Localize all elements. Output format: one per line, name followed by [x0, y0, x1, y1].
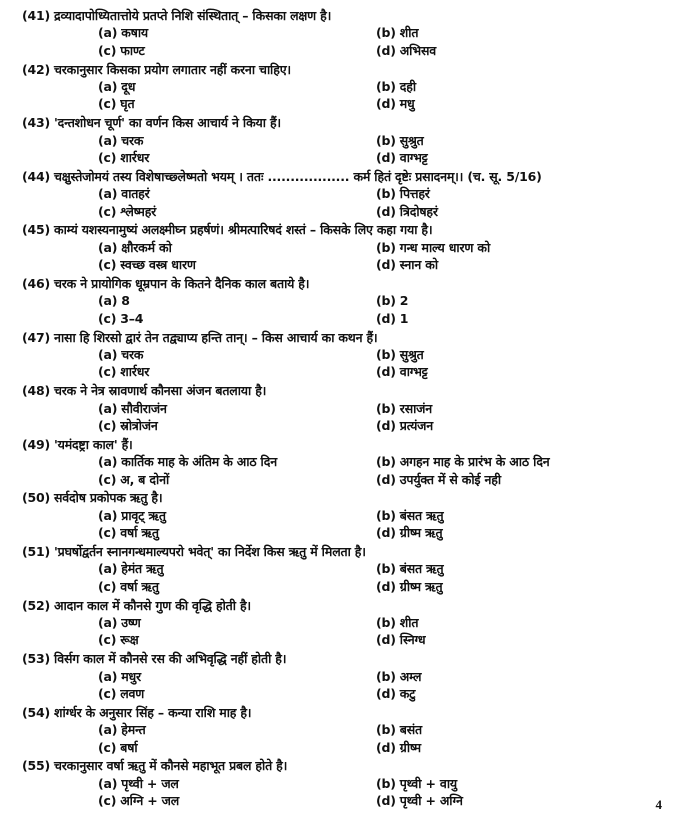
- option-c: [98, 418, 158, 434]
- option-c: [98, 204, 156, 220]
- question-number: (44): [22, 168, 51, 184]
- option-label: (b): [376, 186, 396, 202]
- option-text: शीत: [399, 615, 419, 630]
- option-label: (a): [98, 239, 118, 255]
- option-d: [376, 740, 421, 756]
- option-d: [376, 150, 428, 166]
- option-text: स्नान को: [399, 257, 438, 273]
- option-label: (a): [98, 186, 118, 202]
- option-label: (b): [376, 507, 396, 523]
- option-text: वर्षा ऋतु: [120, 525, 159, 541]
- option-d: [376, 579, 442, 595]
- option-a: [98, 79, 135, 95]
- question-number: (41): [22, 8, 51, 23]
- option-text: 2: [399, 293, 409, 309]
- option-a: [98, 669, 141, 685]
- question-number: (54): [22, 704, 51, 720]
- option-b: [376, 25, 418, 41]
- option-label: (a): [98, 132, 118, 148]
- option-b: [376, 669, 421, 685]
- option-label: (c): [98, 471, 117, 487]
- option-a: [98, 25, 148, 41]
- option-text: 3–4: [120, 310, 144, 326]
- option-c: [98, 525, 159, 541]
- option-text: फाण्ट: [120, 42, 145, 58]
- option-b: [376, 186, 430, 202]
- question-number: (52): [22, 597, 51, 613]
- question-text: चरक ने प्रायोगिक धूम्रपान के कितने दैनिक काल बताये है।: [54, 276, 310, 291]
- option-a: [98, 561, 163, 577]
- option-label: (a): [98, 722, 118, 738]
- option-text: पृथ्वी + जल: [121, 775, 179, 791]
- option-label: (c): [98, 310, 117, 326]
- option-label: (a): [98, 615, 118, 630]
- question-number: (49): [22, 436, 51, 452]
- option-text: कटु: [399, 686, 416, 701]
- option-label: (d): [376, 578, 396, 594]
- option-label: (a): [98, 668, 118, 684]
- option-text: वर्षा ऋतु: [120, 578, 159, 594]
- question-number: (45): [22, 222, 51, 238]
- question-53: [22, 651, 286, 667]
- option-label: (b): [376, 293, 396, 309]
- option-a: [98, 293, 130, 309]
- question-47: [22, 330, 377, 346]
- question-number: (46): [22, 276, 51, 291]
- option-text: उपर्युक्त में से कोई नही: [399, 471, 501, 487]
- option-text: रसाजंन: [399, 400, 432, 416]
- option-text: क्षौरकर्म को: [121, 239, 172, 255]
- option-text: दूध: [121, 79, 136, 94]
- option-d: [376, 311, 408, 327]
- option-label: (c): [98, 96, 117, 112]
- question-54: [22, 705, 251, 721]
- option-a: [98, 240, 172, 256]
- option-text: उष्ण: [121, 615, 141, 630]
- option-b: [376, 133, 424, 149]
- option-label: (c): [98, 257, 117, 273]
- option-label: (b): [376, 25, 396, 41]
- option-text: प्रत्यंजन: [399, 418, 433, 433]
- option-label: (c): [98, 418, 117, 433]
- option-label: (d): [376, 257, 396, 273]
- option-c: [98, 364, 149, 380]
- option-label: (c): [98, 525, 117, 541]
- option-c: [98, 579, 159, 595]
- option-text: सुश्रुत: [399, 132, 424, 148]
- option-label: (a): [98, 347, 118, 362]
- option-text: बर्षा: [120, 739, 138, 755]
- option-a: [98, 776, 179, 792]
- option-c: [98, 793, 179, 809]
- option-c: [98, 43, 145, 59]
- option-label: (a): [98, 293, 118, 309]
- page-number: 4: [655, 797, 662, 812]
- option-text: हेमन्त: [121, 722, 146, 738]
- option-label: (b): [376, 615, 396, 630]
- option-label: (d): [376, 739, 396, 755]
- option-b: [376, 293, 408, 309]
- option-label: (c): [98, 42, 117, 58]
- option-label: (b): [376, 454, 396, 470]
- option-c: [98, 96, 134, 112]
- option-label: (d): [376, 203, 396, 219]
- option-label: (c): [98, 150, 117, 165]
- option-c: [98, 740, 137, 756]
- option-b: [376, 508, 443, 524]
- option-c: [98, 150, 149, 166]
- question-text: 'प्रघर्षोद्वर्तन स्नानगन्धमाल्यपरो भवेत्' का निर्देश किस ऋतु में मिलता है।: [54, 544, 366, 559]
- option-text: कार्तिक माह के अंतिम के आठ दिन: [121, 454, 277, 470]
- question-51: [22, 544, 366, 560]
- option-d: [376, 96, 415, 112]
- option-text: वातहरं: [121, 186, 150, 202]
- option-text: अग्नि + जल: [120, 793, 180, 809]
- option-text: पित्तहरं: [399, 186, 430, 202]
- question-text: शांर्ग्धर के अनुसार सिंह – कन्या राशि माह है।: [54, 704, 252, 720]
- question-number: (53): [22, 651, 51, 667]
- option-b: [376, 401, 432, 417]
- option-label: (c): [98, 364, 117, 380]
- option-text: अम्ल: [399, 668, 422, 684]
- option-text: 1: [399, 310, 409, 326]
- option-text: ग्रीष्म ऋतु: [399, 525, 443, 541]
- question-45: [22, 222, 432, 238]
- option-label: (d): [376, 632, 396, 648]
- option-text: शार्रधर: [120, 364, 150, 380]
- option-label: (c): [98, 578, 117, 594]
- option-text: स्रोत्रोजंन: [120, 418, 158, 433]
- option-d: [376, 632, 425, 648]
- option-text: शार्रधर: [120, 150, 150, 165]
- option-text: बंसत ऋतु: [399, 507, 444, 523]
- option-text: मधुर: [121, 668, 141, 684]
- question-text: चरकानुसार किसका प्रयोग लगातार नहीं करना चाहिए।: [54, 61, 291, 77]
- option-text: 8: [121, 293, 130, 309]
- option-a: [98, 454, 277, 470]
- question-text: द्रव्यादापोध्यितात्तोये प्रतप्ते निशि संस्थितात् – किसका लक्षण है।: [54, 8, 332, 23]
- option-a: [98, 401, 167, 417]
- option-text: स्वच्छ वस्त्र धारण: [120, 257, 196, 273]
- option-label: (c): [98, 686, 117, 701]
- question-text: नासा हि शिरसो द्वारं तेन तद्व्याप्य हन्ति तान्। – किस आचार्य का कथन हैं।: [54, 329, 378, 345]
- option-c: [98, 686, 144, 702]
- question-text: 'दन्तशोधन चूर्ण' का वर्णन किस आचार्य ने किया हैं।: [54, 115, 281, 131]
- question-text: आदान काल में कौनसे गुण की वृद्धि होती है।: [54, 597, 251, 613]
- question-number: (48): [22, 383, 51, 399]
- option-label: (b): [376, 239, 396, 255]
- option-text: हेमंत ऋतु: [121, 561, 164, 577]
- option-c: [98, 472, 169, 488]
- option-text: श्लेष्महरं: [120, 203, 157, 219]
- question-text: विर्सग काल में कौनसे रस की अभिवृद्धि नहीं होती है।: [54, 651, 287, 667]
- option-text: रूक्ष: [120, 632, 139, 648]
- option-label: (b): [376, 79, 396, 94]
- question-41: [22, 8, 331, 24]
- option-label: (a): [98, 25, 118, 41]
- question-number: (47): [22, 329, 51, 345]
- question-text: चरक ने नेत्र स्रावणार्थ कौनसा अंजन बतलाया है।: [54, 383, 267, 399]
- question-49: [22, 437, 133, 453]
- option-b: [376, 776, 457, 792]
- option-label: (b): [376, 132, 396, 148]
- option-text: सुश्रुत: [399, 347, 424, 362]
- option-text: बसंत: [399, 722, 422, 738]
- option-label: (d): [376, 471, 396, 487]
- option-label: (d): [376, 418, 396, 433]
- option-a: [98, 508, 166, 524]
- option-label: (d): [376, 686, 396, 701]
- question-number: (55): [22, 758, 51, 774]
- option-c: [98, 257, 196, 273]
- option-label: (d): [376, 150, 396, 165]
- option-label: (b): [376, 668, 396, 684]
- question-text: सर्वदोष प्रकोपक ऋतु है।: [54, 490, 163, 506]
- option-text: वाग्भट्ट: [399, 364, 428, 380]
- option-text: लवण: [120, 686, 145, 701]
- option-label: (a): [98, 507, 118, 523]
- option-text: स्निग्ध: [399, 632, 426, 648]
- option-text: अगहन माह के प्रारंभ के आठ दिन: [399, 454, 550, 470]
- option-text: प्रावृट् ऋतु: [121, 507, 166, 523]
- option-label: (d): [376, 793, 396, 809]
- option-text: चरक: [121, 132, 144, 148]
- option-b: [376, 79, 416, 95]
- question-number: (43): [22, 115, 51, 131]
- option-text: गन्ध माल्य धारण को: [399, 239, 491, 255]
- option-label: (b): [376, 561, 396, 577]
- option-a: [98, 347, 143, 363]
- option-label: (d): [376, 310, 396, 326]
- option-b: [376, 561, 443, 577]
- option-b: [376, 722, 422, 738]
- question-50: [22, 490, 162, 506]
- option-label: (b): [376, 347, 396, 362]
- option-text: ग्रीष्म ऋतु: [399, 578, 443, 594]
- option-text: अ, ब दोनों: [120, 471, 170, 487]
- option-label: (d): [376, 525, 396, 541]
- question-text: चरकानुसार वर्षा ऋतु में कौनसे महाभूत प्रबल होते है।: [54, 758, 288, 774]
- option-label: (b): [376, 400, 396, 416]
- option-d: [376, 418, 433, 434]
- option-b: [376, 347, 424, 363]
- option-b: [376, 240, 490, 256]
- option-d: [376, 364, 428, 380]
- option-a: [98, 722, 146, 738]
- question-text: चक्षुस्तेजोमयं तस्य विशेषाच्छ्लेष्मतो भयम् । ततः .................. कर्म हितं दृष्टेः प्रसादनम्।। (च. सू. 5/16): [54, 168, 542, 184]
- option-text: बंसत ऋतु: [399, 561, 444, 577]
- question-44: [22, 169, 542, 185]
- option-label: (b): [376, 722, 396, 738]
- question-number: (42): [22, 61, 51, 77]
- option-label: (c): [98, 793, 117, 809]
- option-text: चरक: [121, 347, 144, 362]
- option-text: मधु: [399, 96, 415, 112]
- option-d: [376, 793, 463, 809]
- option-d: [376, 43, 436, 59]
- option-text: घृत: [120, 96, 135, 112]
- option-d: [376, 472, 501, 488]
- option-text: ग्रीष्म: [399, 739, 421, 755]
- option-label: (d): [376, 42, 396, 58]
- option-text: पृथ्वी + अग्नि: [399, 793, 463, 809]
- question-number: (50): [22, 490, 51, 506]
- option-label: (c): [98, 203, 117, 219]
- question-text: काम्यं यशस्यनामुष्यं अलक्ष्मीघ्न प्रहर्षणं। श्रीमत्पारिषदं शस्तं – किसके लिए कहा गया है।: [54, 222, 433, 238]
- option-c: [98, 311, 143, 327]
- option-label: (d): [376, 96, 396, 112]
- option-label: (a): [98, 561, 118, 577]
- question-46: [22, 276, 309, 292]
- option-label: (a): [98, 400, 118, 416]
- question-55: [22, 758, 287, 774]
- option-text: कषाय: [121, 25, 148, 41]
- option-label: (b): [376, 775, 396, 791]
- question-52: [22, 598, 251, 614]
- option-a: [98, 615, 141, 631]
- option-text: दही: [399, 79, 416, 94]
- option-b: [376, 454, 550, 470]
- question-text: 'यमंदष्ट्रा काल' हैं।: [54, 436, 133, 452]
- option-text: वाग्भट्ट: [399, 150, 428, 165]
- option-label: (c): [98, 739, 117, 755]
- option-label: (d): [376, 364, 396, 380]
- option-a: [98, 186, 150, 202]
- option-d: [376, 525, 442, 541]
- option-d: [376, 257, 438, 273]
- question-48: [22, 383, 266, 399]
- option-a: [98, 133, 143, 149]
- question-number: (51): [22, 544, 51, 559]
- option-label: (a): [98, 775, 118, 791]
- option-d: [376, 204, 438, 220]
- option-label: (a): [98, 79, 118, 94]
- option-c: [98, 632, 139, 648]
- question-42: [22, 62, 291, 78]
- option-label: (a): [98, 454, 118, 470]
- option-label: (c): [98, 632, 117, 648]
- option-text: शीत: [399, 25, 419, 41]
- option-text: सौवीराजंन: [121, 400, 167, 416]
- question-43: [22, 115, 281, 131]
- option-text: अभिसव: [399, 42, 436, 58]
- option-b: [376, 615, 418, 631]
- option-text: पृथ्वी + वायु: [399, 775, 457, 791]
- option-d: [376, 686, 415, 702]
- option-text: त्रिदोषहरं: [399, 203, 438, 219]
